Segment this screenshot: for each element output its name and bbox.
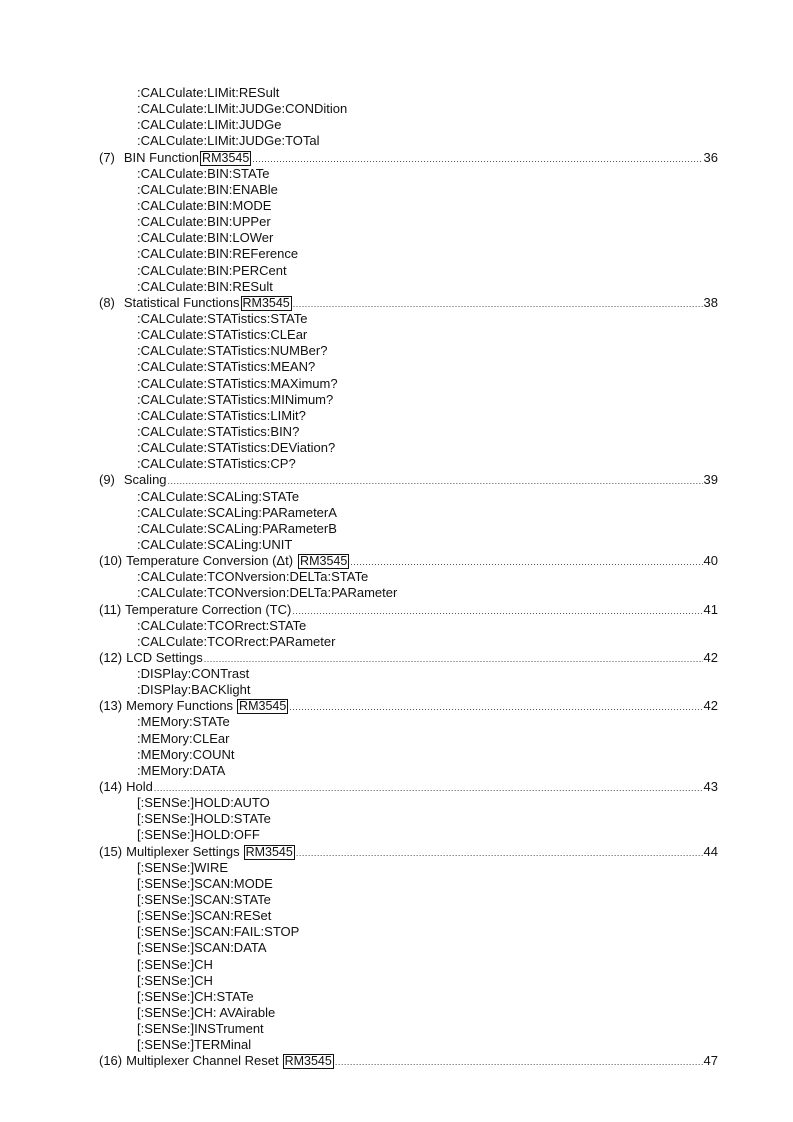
- section-number: (11): [99, 601, 122, 617]
- page-number: 38: [703, 294, 718, 310]
- command-entry: :CALCulate:STATistics:STATe: [137, 310, 308, 326]
- command-entry: :CALCulate:TCORrect:STATe: [137, 617, 307, 633]
- page-number: 42: [703, 698, 718, 714]
- section-title: Scaling: [123, 472, 167, 488]
- page-number: 43: [703, 779, 718, 795]
- toc-section-entry[interactable]: [0, 844, 718, 860]
- command-entry: :MEMory:DATA: [137, 762, 226, 778]
- section-number: (13): [99, 698, 123, 714]
- command-entry: [:SENSe:]SCAN:RESet: [137, 908, 272, 924]
- command-entry: :CALCulate:STATistics:LIMit?: [137, 407, 306, 423]
- toc-section-entry[interactable]: [0, 150, 718, 166]
- command-entry: :CALCulate:BIN:PERCent: [137, 262, 287, 278]
- model-badge: RM3545: [239, 699, 287, 714]
- model-badge: RM3545: [242, 295, 290, 310]
- section-title: Multiplexer Settings: [126, 843, 240, 859]
- page-number: 42: [703, 649, 718, 665]
- model-badge: RM3545: [202, 150, 250, 165]
- command-entry: :CALCulate:BIN:STATe: [137, 165, 270, 181]
- command-entry: [:SENSe:]SCAN:DATA: [137, 940, 267, 956]
- command-entry: [:SENSe:]SCAN:STATe: [137, 892, 271, 908]
- dot-leader: [292, 603, 702, 619]
- command-entry: [:SENSe:]CH:STATe: [137, 988, 254, 1004]
- command-entry: [:SENSe:]HOLD:AUTO: [137, 795, 270, 811]
- page-number: 36: [703, 149, 718, 165]
- page-number: 44: [703, 843, 718, 859]
- toc-section-entry[interactable]: [0, 295, 718, 311]
- command-entry: :CALCulate:STATistics:MAXimum?: [137, 375, 338, 391]
- command-entry: :CALCulate:TCORrect:PARameter: [137, 633, 336, 649]
- command-entry: [:SENSe:]HOLD:OFF: [137, 827, 260, 843]
- page-number: 41: [703, 601, 718, 617]
- section-title: Statistical Functions: [123, 294, 240, 310]
- command-entry: :CALCulate:SCALing:STATe: [137, 488, 300, 504]
- page-number: 40: [703, 553, 718, 569]
- dot-leader: [168, 473, 703, 489]
- section-number: (8): [99, 294, 115, 310]
- command-entry: [:SENSe:]INSTrument: [137, 1021, 264, 1037]
- toc-section-entry[interactable]: [0, 472, 718, 488]
- command-entry: [:SENSe:]WIRE: [137, 859, 229, 875]
- command-entry: :CALCulate:TCONversion:DELTa:STATe: [137, 569, 369, 585]
- section-number: (9): [99, 472, 115, 488]
- section-number: (10): [99, 553, 123, 569]
- toc-section-entry[interactable]: [0, 650, 718, 666]
- command-entry: :MEMory:STATe: [137, 714, 230, 730]
- section-title: Temperature Correction (TC): [125, 601, 292, 617]
- command-entry: [:SENSe:]SCAN:MODE: [137, 875, 273, 891]
- dot-leader: [154, 780, 703, 796]
- command-entry: :CALCulate:BIN:REFerence: [137, 246, 299, 262]
- section-title: LCD Settings: [126, 649, 203, 665]
- model-badge: RM3545: [284, 1054, 332, 1069]
- command-entry: :CALCulate:LIMit:RESult: [137, 85, 280, 100]
- section-title: Memory Functions: [126, 698, 234, 714]
- command-entry: :CALCulate:BIN:ENABle: [137, 181, 278, 197]
- command-entry: [:SENSe:]TERMinal: [137, 1037, 252, 1053]
- command-entry: :CALCulate:STATistics:MINimum?: [137, 391, 334, 407]
- command-entry: :CALCulate:BIN:LOWer: [137, 230, 274, 246]
- section-number: (16): [99, 1053, 123, 1069]
- command-entry: :CALCulate:BIN:MODE: [137, 197, 272, 213]
- command-entry: :CALCulate:STATistics:NUMBer?: [137, 343, 328, 359]
- command-entry: :CALCulate:SCALing:PARameterB: [137, 520, 337, 536]
- section-title: Multiplexer Channel Reset: [126, 1053, 279, 1069]
- command-entry: :CALCulate:STATistics:CLEar: [137, 327, 308, 343]
- dot-leader: [252, 151, 702, 167]
- toc-section-entry[interactable]: [0, 553, 718, 569]
- section-number: (14): [99, 779, 123, 795]
- section-title: Hold: [126, 779, 153, 795]
- page-number: 47: [703, 1053, 718, 1069]
- section-number: (12): [99, 649, 123, 665]
- model-badge: RM3545: [245, 844, 293, 859]
- command-entry: :CALCulate:STATistics:BIN?: [137, 423, 300, 439]
- dot-leader: [335, 1054, 703, 1070]
- toc-section-entry[interactable]: [0, 602, 718, 618]
- toc-section-entry[interactable]: [0, 1053, 718, 1069]
- dot-leader: [293, 296, 703, 312]
- section-title: Temperature Conversion (Δt): [126, 553, 294, 569]
- command-entry: :CALCulate:SCALing:PARameterA: [137, 504, 337, 520]
- section-number: (7): [99, 149, 115, 165]
- command-entry: :CALCulate:LIMit:JUDGe:CONDition: [137, 101, 348, 117]
- command-entry: :MEMory:CLEar: [137, 730, 230, 746]
- dot-leader: [350, 554, 702, 570]
- model-badge: RM3545: [300, 554, 348, 569]
- page-number: 39: [703, 472, 718, 488]
- command-entry: [:SENSe:]CH: AVAirable: [137, 1005, 276, 1021]
- toc-section-entry[interactable]: [0, 779, 718, 795]
- section-title: BIN Function: [123, 149, 200, 165]
- dot-leader: [204, 651, 703, 667]
- command-entry: :CALCulate:TCONversion:DELTa:PARameter: [137, 585, 398, 601]
- command-entry: :CALCulate:STATistics:MEAN?: [137, 359, 316, 375]
- toc-section-entry[interactable]: [0, 698, 718, 714]
- command-entry: :CALCulate:LIMit:JUDGe:TOTal: [137, 133, 320, 149]
- dot-leader: [289, 699, 702, 715]
- table-of-contents: [0, 85, 793, 1070]
- command-entry: [:SENSe:]HOLD:STATe: [137, 811, 271, 827]
- command-entry: :MEMory:COUNt: [137, 746, 235, 762]
- command-entry: [:SENSe:]CH: [137, 956, 213, 972]
- command-entry: :CALCulate:SCALing:UNIT: [137, 536, 293, 552]
- command-entry: :CALCulate:STATistics:DEViation?: [137, 440, 336, 456]
- command-entry: [:SENSe:]CH: [137, 972, 213, 988]
- dot-leader: [296, 845, 703, 861]
- command-entry: :DISPlay:CONTrast: [137, 666, 250, 682]
- command-entry: :CALCulate:BIN:UPPer: [137, 214, 271, 230]
- section-number: (15): [99, 843, 123, 859]
- command-entry: [:SENSe:]SCAN:FAIL:STOP: [137, 924, 300, 940]
- command-entry: :CALCulate:STATistics:CP?: [137, 456, 296, 472]
- command-entry: :CALCulate:LIMit:JUDGe: [137, 117, 282, 133]
- command-entry: :DISPlay:BACKlight: [137, 682, 251, 698]
- command-entry: :CALCulate:BIN:RESult: [137, 278, 273, 294]
